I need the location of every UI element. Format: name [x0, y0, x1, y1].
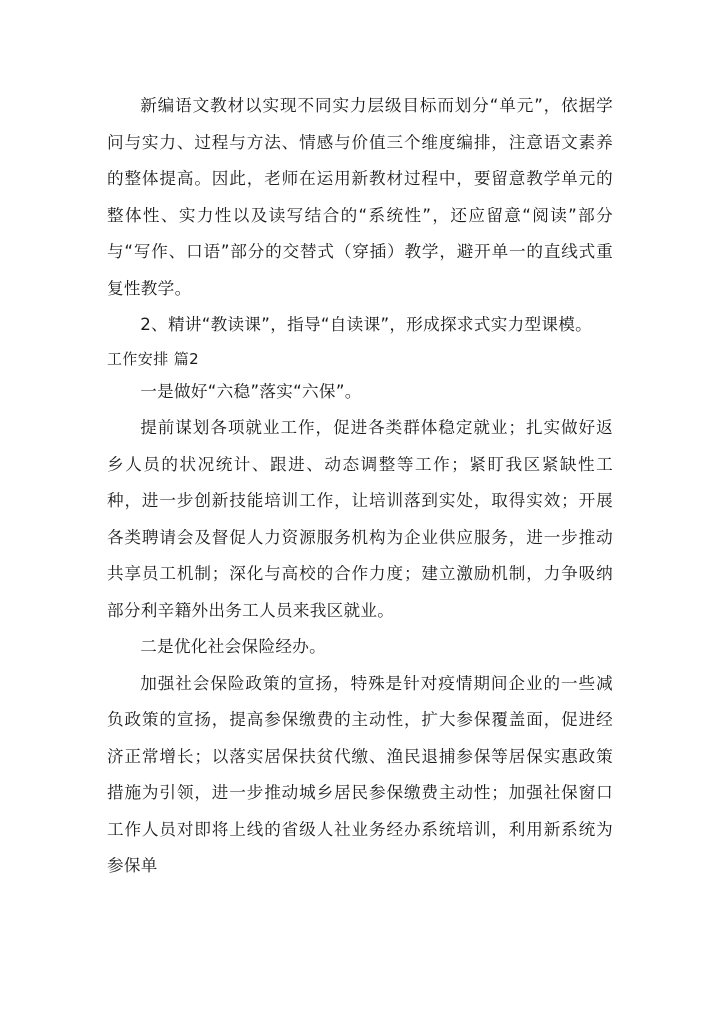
paragraph-social-insurance-heading: 二是优化社会保险经办。 [140, 637, 327, 656]
section-heading: 工作安排 篇2 [107, 349, 200, 368]
paragraph-six-stable: 一是做好“六稳”落实“六保”。 [140, 381, 362, 401]
document-body [107, 88, 613, 885]
paragraph-teaching-method: 2、精讲“教读课”，指导“自读课”，形成探求式实力型课模。 [140, 315, 593, 334]
paragraph-social-insurance: 加强社会保险政策的宣扬，特殊是针对疫情期间企业的一些减负政策的宣扬，提高参保缴费的主动性，扩大参保覆盖面，促进经济正常增长；以落实居保扶贫代缴、渔民退捕参保等居保实惠政策措施为引领，进一步推动城乡居民参保缴费主动性；加强社保窗口工作人员对即将上线的省级人社业务经办系统培训，利用新系统为参保单 [107, 673, 613, 875]
paragraph-textbook-units: 新编语文教材以实现不同实力层级目标而划分“单元”，依据学问与实力、过程与方法、情感与价值三个维度编排，注意语文素养的整体提高。因此，老师在运用新教材过程中，要留意教学单元的整体性、实力性以及读写结合的“系统性”，还应留意“阅读”部分与“写作、口语”部分的交替式（穿插）教学，避开单一的直线式重复性教学。 [107, 96, 613, 298]
paragraph-employment: 提前谋划各项就业工作，促进各类群体稳定就业；扎实做好返乡人员的状况统计、跟进、动态调整等工作；紧盯我区紧缺性工种，进一步创新技能培训工作，让培训落到实处，取得实效；开展各类聘请会及督促人力资源服务机构为企业供应服务，进一步推动共享员工机制；深化与高校的合作力度；建立激励机制，力争吸纳部分利辛籍外出务工人员来我区就业。 [107, 418, 613, 620]
